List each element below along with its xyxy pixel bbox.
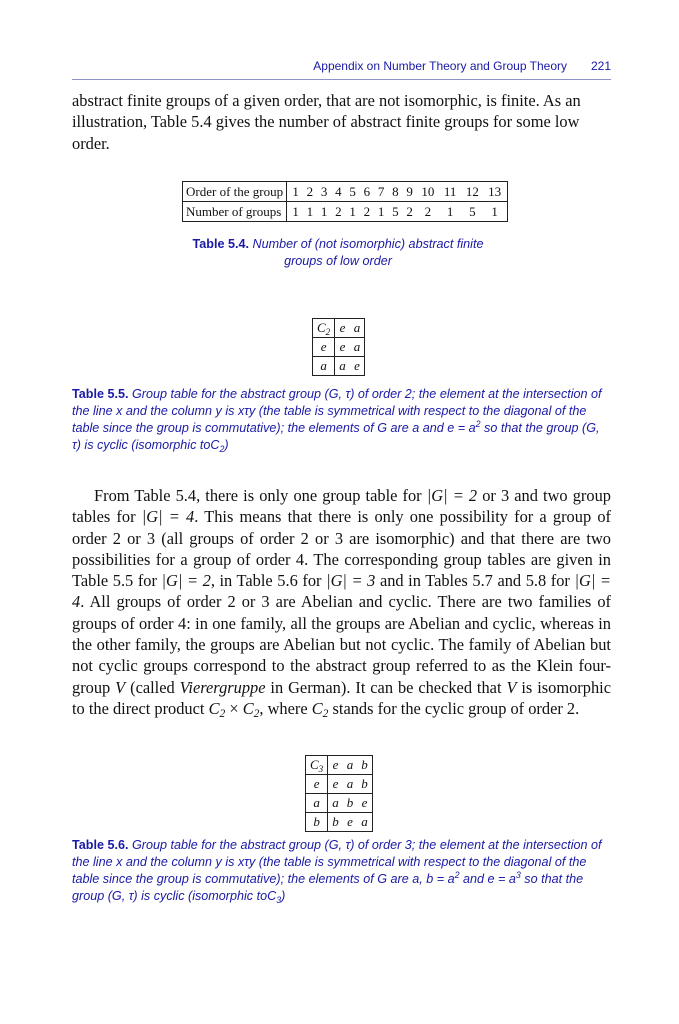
math (209, 699, 260, 718)
count-cell: 1 (292, 203, 299, 219)
table-row (313, 319, 365, 338)
text-run: cyclic. The family of Abelian but not cyclic groups correspond to the abstract (72, 635, 611, 676)
caption-text: of order 2; the element at the (357, 387, 520, 401)
count-cell: 5 (469, 203, 476, 219)
caption-text: and the column (125, 855, 213, 869)
table-cell: b (328, 813, 343, 832)
running-head: Appendix on Number Theory and Group Theory (313, 59, 567, 73)
math (426, 872, 459, 886)
order-cell: 12 (465, 183, 479, 199)
count-cell: 2 (335, 203, 342, 219)
row-label-order: Order of the group (183, 182, 287, 202)
table-cell: a (335, 357, 350, 376)
text-line: order. (72, 133, 110, 153)
text-line: illustration, Table 5.4 gives the number of abstract finite groups for some low (72, 112, 580, 132)
emphasis: Vierergruppe (179, 677, 266, 697)
caption-table-5-6 (72, 837, 611, 905)
table-cell: a (350, 338, 365, 357)
count-cell: 2 (406, 203, 413, 219)
order-cell: 9 (406, 183, 413, 199)
math-base: e = a (447, 421, 476, 435)
table-cell: b (343, 794, 358, 813)
count-cell: 2 (424, 203, 432, 219)
caption-text: (the table is symmetrical with respect (258, 855, 466, 869)
math-exponent: 2 (475, 419, 481, 429)
table-5-4 (182, 181, 508, 222)
caption-text: are (390, 872, 409, 886)
caption-text: is cyclic (isomorphic to (84, 438, 211, 452)
math: xτy (237, 404, 256, 418)
caption-text: , (419, 872, 423, 886)
text-run: and in Tables (379, 571, 468, 591)
order-cell: 10 (421, 183, 435, 199)
order-cell: 5 (349, 183, 356, 199)
row-header: a (313, 357, 335, 376)
column-header: b (357, 756, 372, 775)
count-cell: 1 (349, 203, 356, 219)
order-cell: 8 (392, 183, 399, 199)
caption-text: Group table for the abstract group (131, 387, 321, 401)
text-run: From Table 5.4, there is only one group table for (94, 486, 422, 505)
caption-text: is (225, 855, 235, 869)
text-run: in German). (270, 677, 351, 697)
caption-text: and (422, 421, 444, 435)
text-line: abstract finite groups of a given order, that are not isomorphic, is finite. As an (72, 91, 581, 110)
caption-text: (the table is symmetrical with respect (258, 404, 466, 418)
intro-paragraph (72, 90, 611, 154)
caption-text: are (390, 421, 409, 435)
table-row (306, 813, 373, 832)
math-subscript: 3 (276, 895, 282, 905)
order-cell: 13 (488, 183, 502, 199)
corner-subscript: 3 (318, 764, 324, 774)
text-run: is isomorphic to the direct product (72, 677, 611, 718)
order-cell: 1 (292, 183, 299, 199)
table-cell: e (350, 357, 365, 376)
count-cell: 1 (306, 203, 314, 219)
caption-text: so that the group (484, 421, 579, 435)
math: |G| = 2 (426, 486, 478, 505)
column-header: a (343, 756, 358, 775)
order-cell: 11 (443, 183, 457, 199)
math-base: C (267, 889, 277, 903)
caption-label: Table 5.5. (72, 387, 129, 401)
table-5-5 (312, 318, 365, 376)
caption-text: intersection of the line (72, 838, 602, 869)
text-run: group tables for (72, 486, 611, 527)
page-header (72, 57, 611, 80)
math (447, 421, 480, 435)
row-header: a (306, 794, 328, 813)
count-cell: 1 (377, 203, 385, 219)
count-cell: 1 (446, 203, 454, 219)
table-row (183, 182, 508, 202)
main-paragraph (72, 485, 611, 719)
caption-text: is cyclic (isomorphic to (141, 889, 268, 903)
math (267, 889, 281, 903)
text-run: are given in Table 5.5 for (72, 549, 612, 591)
text-run: There are two families of groups of order 4: in one family, all the groups are (72, 592, 611, 633)
text-run: group referred to as the Klein four-group (72, 656, 611, 697)
text-run: . All groups of order 2 or 3 are Abelian and cyclic. (80, 592, 432, 612)
caption-text: ) (281, 889, 286, 903)
table-cell: e (357, 794, 372, 813)
math: a (412, 872, 420, 886)
math: xτy (237, 855, 256, 869)
math: V (506, 677, 517, 697)
math-base: C (311, 698, 323, 718)
order-cell: 4 (335, 183, 342, 199)
caption-table-5-5 (72, 386, 611, 454)
column-header: e (328, 756, 343, 775)
table-cell: e (343, 813, 358, 832)
table-row (183, 202, 508, 222)
text-run: . This means that there is only one possibility for a (194, 507, 547, 527)
corner-subscript: 2 (325, 327, 331, 337)
count-cell: 1 (491, 203, 498, 219)
caption-text: is (225, 404, 235, 418)
math: x (116, 404, 123, 418)
caption-label: Table 5.4. (192, 237, 249, 251)
text-run: 5.7 and 5.8 for (472, 571, 570, 591)
math: y (215, 404, 222, 418)
caption-text: Number of (not isomorphic) abstract finite (252, 237, 484, 251)
table-cell: b (357, 775, 372, 794)
math: |G| = 4 (72, 571, 611, 612)
math: (G, τ) (107, 889, 138, 903)
math-subscript: 2 (219, 707, 226, 720)
math-base: b = a (426, 872, 455, 886)
math: |G| = 3 (326, 571, 376, 591)
table-row (306, 794, 373, 813)
caption-text: groups of low order (284, 254, 392, 268)
text-run: Abelian and cyclic, whereas in the other family, the groups are Abelian but not (72, 613, 611, 655)
row-header: b (306, 813, 328, 832)
text-run: are two possibilities for a group of order 4. The corresponding group tables (72, 528, 611, 569)
math-subscript: 2 (322, 707, 329, 720)
order-cell: 6 (363, 183, 371, 199)
count-cell: 1 (320, 203, 328, 219)
table-row (313, 357, 365, 376)
caption-table-5-4 (172, 236, 504, 270)
text-run: , where (259, 698, 308, 718)
corner-symbol: C (310, 757, 319, 772)
math: G (377, 421, 387, 435)
order-cell: 7 (377, 183, 385, 199)
math: G (377, 872, 387, 886)
text-run: , in Table 5.6 for (210, 571, 322, 591)
count-cell: 5 (392, 203, 399, 219)
caption-text: to the diagonal of the table since the group is commutative); the elements of (72, 855, 587, 886)
table-cell: a (357, 813, 372, 832)
math: a (412, 421, 420, 435)
caption-text: and (463, 872, 485, 886)
math-exponent: 2 (454, 870, 460, 880)
caption-text: ) (224, 438, 229, 452)
math-subscript: 2 (253, 707, 260, 720)
math: (G, τ) (324, 838, 355, 852)
math: (G, τ) (72, 421, 600, 452)
order-values (287, 182, 508, 202)
text-run: or 3 and two (482, 486, 568, 505)
text-run: It can be checked that (355, 677, 502, 697)
column-header: e (335, 319, 350, 338)
order-cell: 3 (320, 183, 328, 199)
corner-cell (306, 756, 328, 775)
text-run: group of order 2 or 3 (all groups of order 2 or 3 are isomorphic) and that there (72, 507, 611, 548)
order-cell: 2 (306, 183, 314, 199)
text-run: (called (130, 677, 175, 697)
math: V (115, 677, 126, 697)
count-values (287, 202, 508, 222)
math: |G| = 2 (161, 571, 211, 591)
caption-text: to the diagonal of the table since the group is commutative); the elements of (72, 404, 587, 435)
math: |G| = 4 (141, 507, 195, 527)
row-header: e (313, 338, 335, 357)
math (312, 699, 329, 718)
math: (G, τ) (324, 387, 355, 401)
table-cell: e (328, 775, 343, 794)
caption-text: so that the group (72, 872, 584, 903)
math (488, 872, 521, 886)
corner-symbol: C (317, 320, 326, 335)
text-run: stands for the cyclic group of order 2. (332, 698, 580, 718)
math-base: e = a (487, 872, 516, 886)
column-header: a (350, 319, 365, 338)
math: y (215, 855, 222, 869)
page-number: 221 (590, 59, 611, 73)
caption-label: Table 5.6. (72, 838, 129, 852)
math-subscript: 2 (219, 444, 225, 454)
math-base: C (210, 438, 220, 452)
math-base: C (208, 698, 220, 718)
table-row (306, 756, 373, 775)
math-base: C (242, 698, 254, 718)
row-label-count: Number of groups (183, 202, 287, 222)
math (210, 438, 224, 452)
count-cell: 2 (363, 203, 371, 219)
caption-text: and the column (125, 404, 213, 418)
math-operator: × (229, 698, 239, 718)
table-cell: a (343, 775, 358, 794)
table-row (313, 338, 365, 357)
caption-text: of order 3; the element at the (357, 838, 520, 852)
table-5-6 (305, 755, 373, 832)
table-row (306, 775, 373, 794)
table-cell: a (328, 794, 343, 813)
math: x (116, 855, 123, 869)
corner-cell (313, 319, 335, 338)
caption-text: Group table for the abstract group (131, 838, 321, 852)
math-exponent: 3 (515, 870, 521, 880)
row-header: e (306, 775, 328, 794)
caption-text: intersection of the line (72, 387, 602, 418)
table-cell: e (335, 338, 350, 357)
